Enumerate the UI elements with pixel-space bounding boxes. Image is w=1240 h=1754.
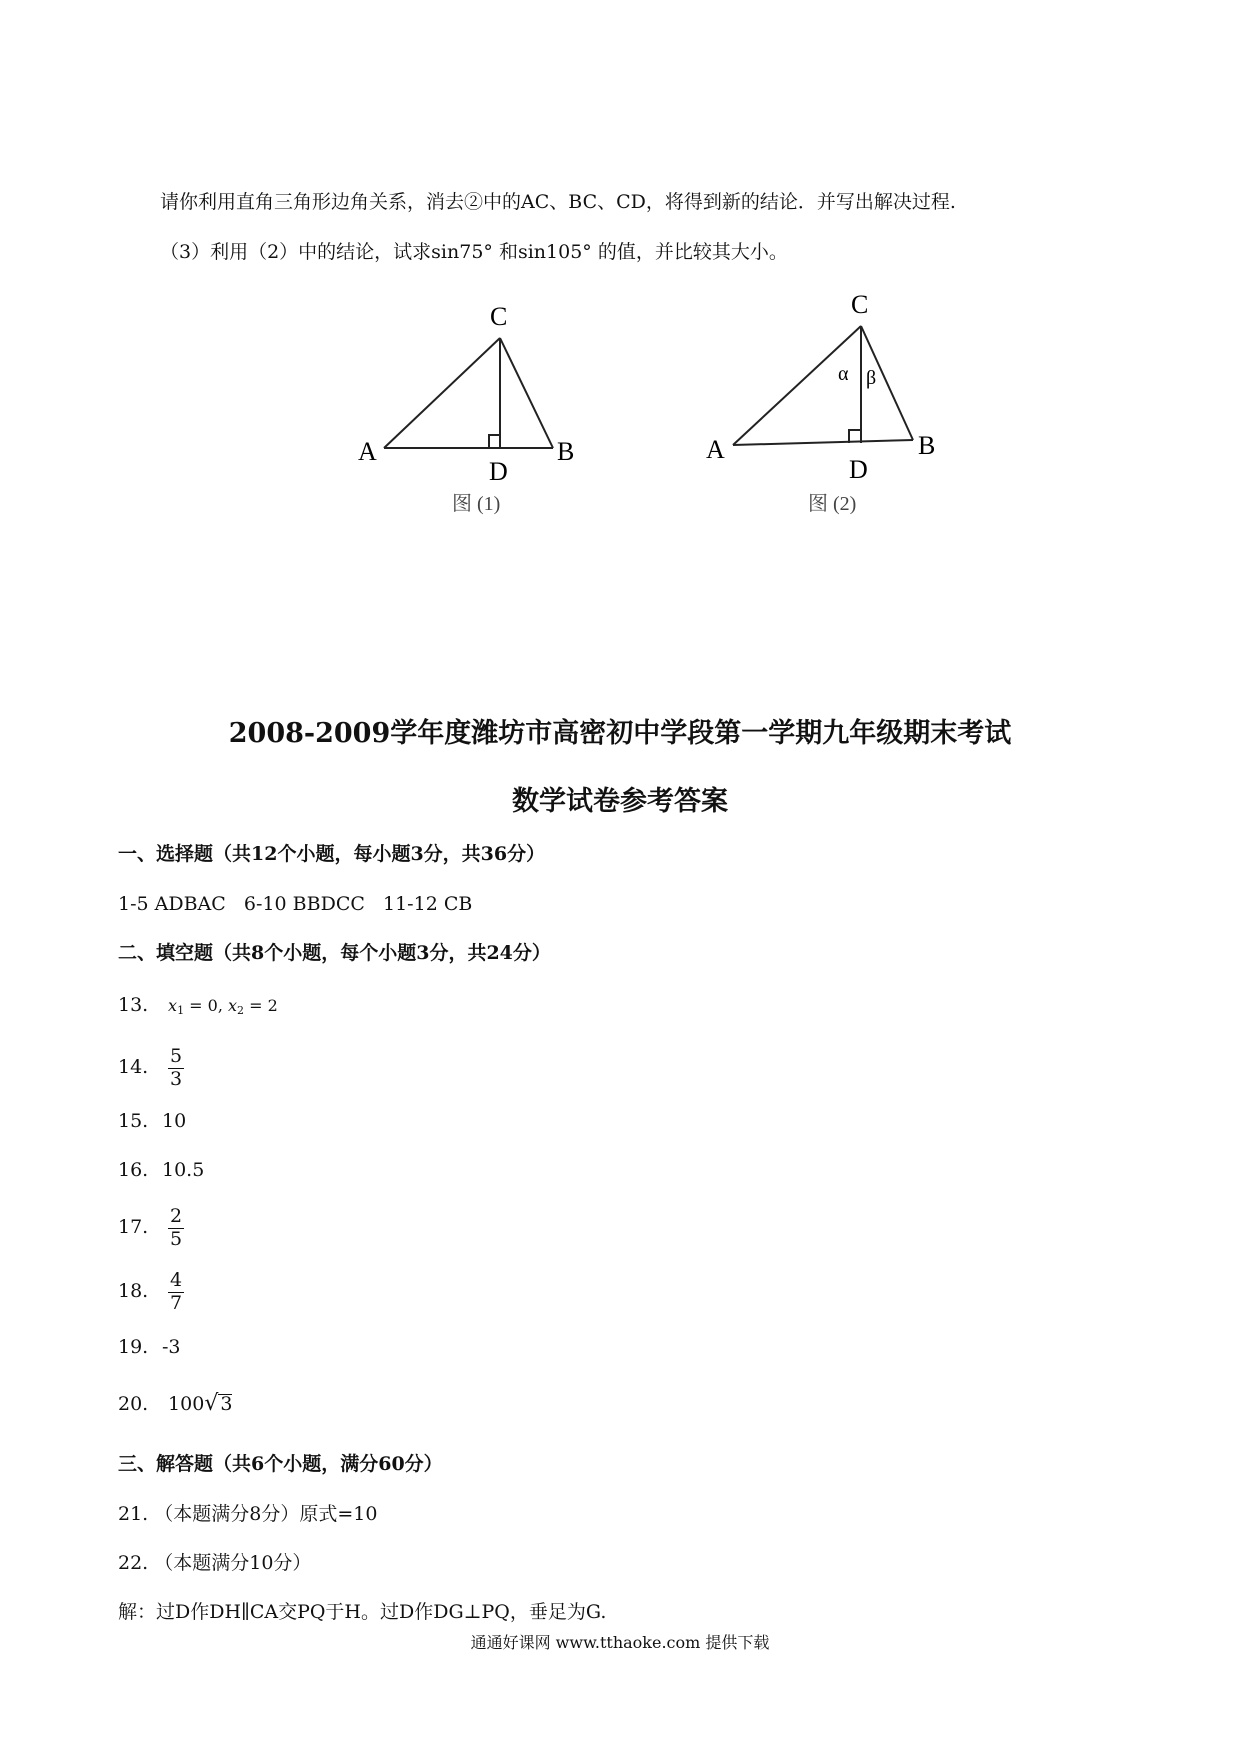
fig1-label-c: C bbox=[490, 302, 508, 331]
exam-title: 2008-2009学年度潍坊市高密初中学段第一学期九年级期末考试 bbox=[228, 718, 1012, 749]
answer-18-fraction: $\frac{4}{7}$ bbox=[170, 1269, 183, 1314]
answer-14-fraction: $\frac{5}{3}$ bbox=[170, 1045, 183, 1090]
answer-19-value: -3 bbox=[162, 1336, 181, 1358]
answer-19 bbox=[118, 1338, 181, 1357]
fig1-label-d: D bbox=[489, 457, 508, 486]
answer-19-number: 19. bbox=[118, 1336, 149, 1358]
answer-20 bbox=[118, 1393, 232, 1415]
section-1-heading: 一、选择题（共12个小题，每小题3分，共36分） bbox=[118, 843, 546, 865]
intro-line-1: 请你利用直角三角形边角关系，消去②中的AC、BC、CD，将得到新的结论．并写出解决过程. bbox=[160, 191, 956, 213]
fig2-label-alpha: α bbox=[838, 363, 849, 385]
answer-18-number: 18. bbox=[118, 1280, 149, 1303]
fig2-label-c: C bbox=[851, 290, 869, 319]
fig2-label-beta: β bbox=[866, 367, 877, 389]
fig2-label-a: A bbox=[706, 435, 725, 464]
answer-15-value: 10 bbox=[162, 1110, 187, 1132]
answer-key-title: 数学试卷参考答案 bbox=[512, 786, 728, 817]
answer-14-number: 14. bbox=[118, 1056, 149, 1079]
answer-14 bbox=[118, 1046, 184, 1091]
answer-13-math: $x_1 = 0$, $x_2 = 2$ bbox=[168, 996, 278, 1017]
answer-16-value: 10.5 bbox=[162, 1159, 205, 1181]
answer-20-value: 100√ 3 bbox=[168, 1391, 233, 1416]
answer-22: 22. （本题满分10分） bbox=[118, 1552, 312, 1574]
fig1-caption: 图 (1) bbox=[452, 493, 501, 515]
fig2-label-b: B bbox=[918, 431, 936, 460]
fig1-label-a: A bbox=[358, 437, 377, 466]
fig2-label-d: D bbox=[849, 455, 868, 484]
answer-21: 21. （本题满分8分）原式=10 bbox=[118, 1503, 378, 1525]
choice-answers: 1-5 ADBAC 6-10 BBDCC 11-12 CB bbox=[118, 893, 473, 915]
answer-13-number: 13. bbox=[118, 994, 149, 1016]
fig2-caption: 图 (2) bbox=[808, 493, 857, 515]
figure-2 bbox=[733, 326, 913, 445]
answer-15 bbox=[118, 1112, 186, 1131]
answer-20-number: 20. bbox=[118, 1393, 149, 1415]
intro-line-2: （3）利用（2）中的结论，试求sin75° 和sin105° 的值，并比较其大小。 bbox=[160, 241, 788, 263]
answer-17 bbox=[118, 1206, 184, 1251]
answer-15-number: 15. bbox=[118, 1110, 149, 1132]
answer-17-fraction: $\frac{2}{5}$ bbox=[170, 1205, 183, 1250]
answer-17-number: 17. bbox=[118, 1216, 149, 1239]
footer-download-note: 通通好课网 www.tthaoke.com 提供下载 bbox=[470, 1633, 770, 1652]
answer-16-number: 16. bbox=[118, 1159, 149, 1181]
section-2-heading: 二、填空题（共8个小题，每个小题3分，共24分） bbox=[118, 942, 551, 964]
answer-16 bbox=[118, 1161, 204, 1180]
answer-18 bbox=[118, 1270, 184, 1315]
fig1-label-b: B bbox=[557, 437, 575, 466]
section-3-heading: 三、解答题（共6个小题，满分60分） bbox=[118, 1453, 443, 1475]
answer-22-solution: 解：过D作DH∥CA交PQ于H。过D作DG⊥PQ，垂足为G. bbox=[118, 1601, 607, 1623]
triangle-figures bbox=[0, 280, 1240, 540]
figure-1 bbox=[384, 338, 553, 448]
answer-13 bbox=[118, 996, 278, 1016]
